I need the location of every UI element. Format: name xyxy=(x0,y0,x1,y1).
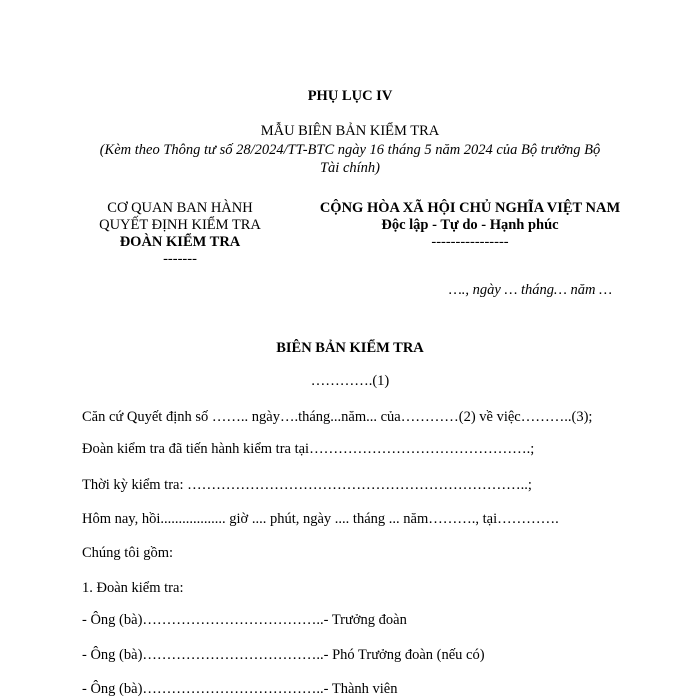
agency-rule: ------- xyxy=(163,251,197,267)
body-line-deputy-leader: - Ông (bà)………………………………..- Phó Trưởng đoàn (nếu có) xyxy=(82,647,485,663)
date-line: …., ngày … tháng… năm … xyxy=(448,282,612,298)
republic-motto: Độc lập - Tự do - Hạnh phúc xyxy=(381,217,559,233)
body-line-inspection-place: Đoàn kiểm tra đã tiến hành kiểm tra tại……………………………………….; xyxy=(82,441,535,457)
agency-line-3: ĐOÀN KIỂM TRA xyxy=(119,234,241,250)
subtitle-line-1: (Kèm theo Thông tư số 28/2024/TT-BTC ngày 16 tháng 5 năm 2024 của Bộ trưởng Bộ xyxy=(99,142,601,158)
republic-rule: ---------------- xyxy=(431,234,509,250)
body-line-team-member: - Ông (bà)………………………………..- Thành viên xyxy=(82,681,398,697)
report-code: ………….(1) xyxy=(310,373,390,389)
body-line-team-leader: - Ông (bà)………………………………..- Trưởng đoàn xyxy=(82,612,407,628)
republic-name: CỘNG HÒA XÃ HỘI CHỦ NGHĨA VIỆT NAM xyxy=(319,200,621,216)
form-title: MẪU BIÊN BẢN KIỂM TRA xyxy=(260,123,440,139)
subtitle-line-2: Tài chính) xyxy=(319,160,380,176)
appendix-title: PHỤ LỤC IV xyxy=(307,88,393,104)
body-line-inspection-period: Thời kỳ kiểm tra: ……………………………………………………………..; xyxy=(82,477,532,493)
body-line-date-time: Hôm nay, hồi.................. giờ .... phút, ngày .... tháng ... năm………., tại…………. xyxy=(82,511,559,527)
body-line-team-heading: 1. Đoàn kiểm tra: xyxy=(82,580,184,596)
report-title: BIÊN BẢN KIỂM TRA xyxy=(276,340,424,356)
agency-line-1: CƠ QUAN BAN HÀNH xyxy=(107,200,253,216)
republic-block xyxy=(270,200,670,251)
body-line-members-intro: Chúng tôi gồm: xyxy=(82,545,174,561)
agency-block xyxy=(70,200,290,268)
body-line-legal-basis: Căn cứ Quyết định số …….. ngày….tháng...năm... của…………(2) về việc………..(3); xyxy=(82,409,593,425)
agency-line-2: QUYẾT ĐỊNH KIỂM TRA xyxy=(99,217,261,233)
